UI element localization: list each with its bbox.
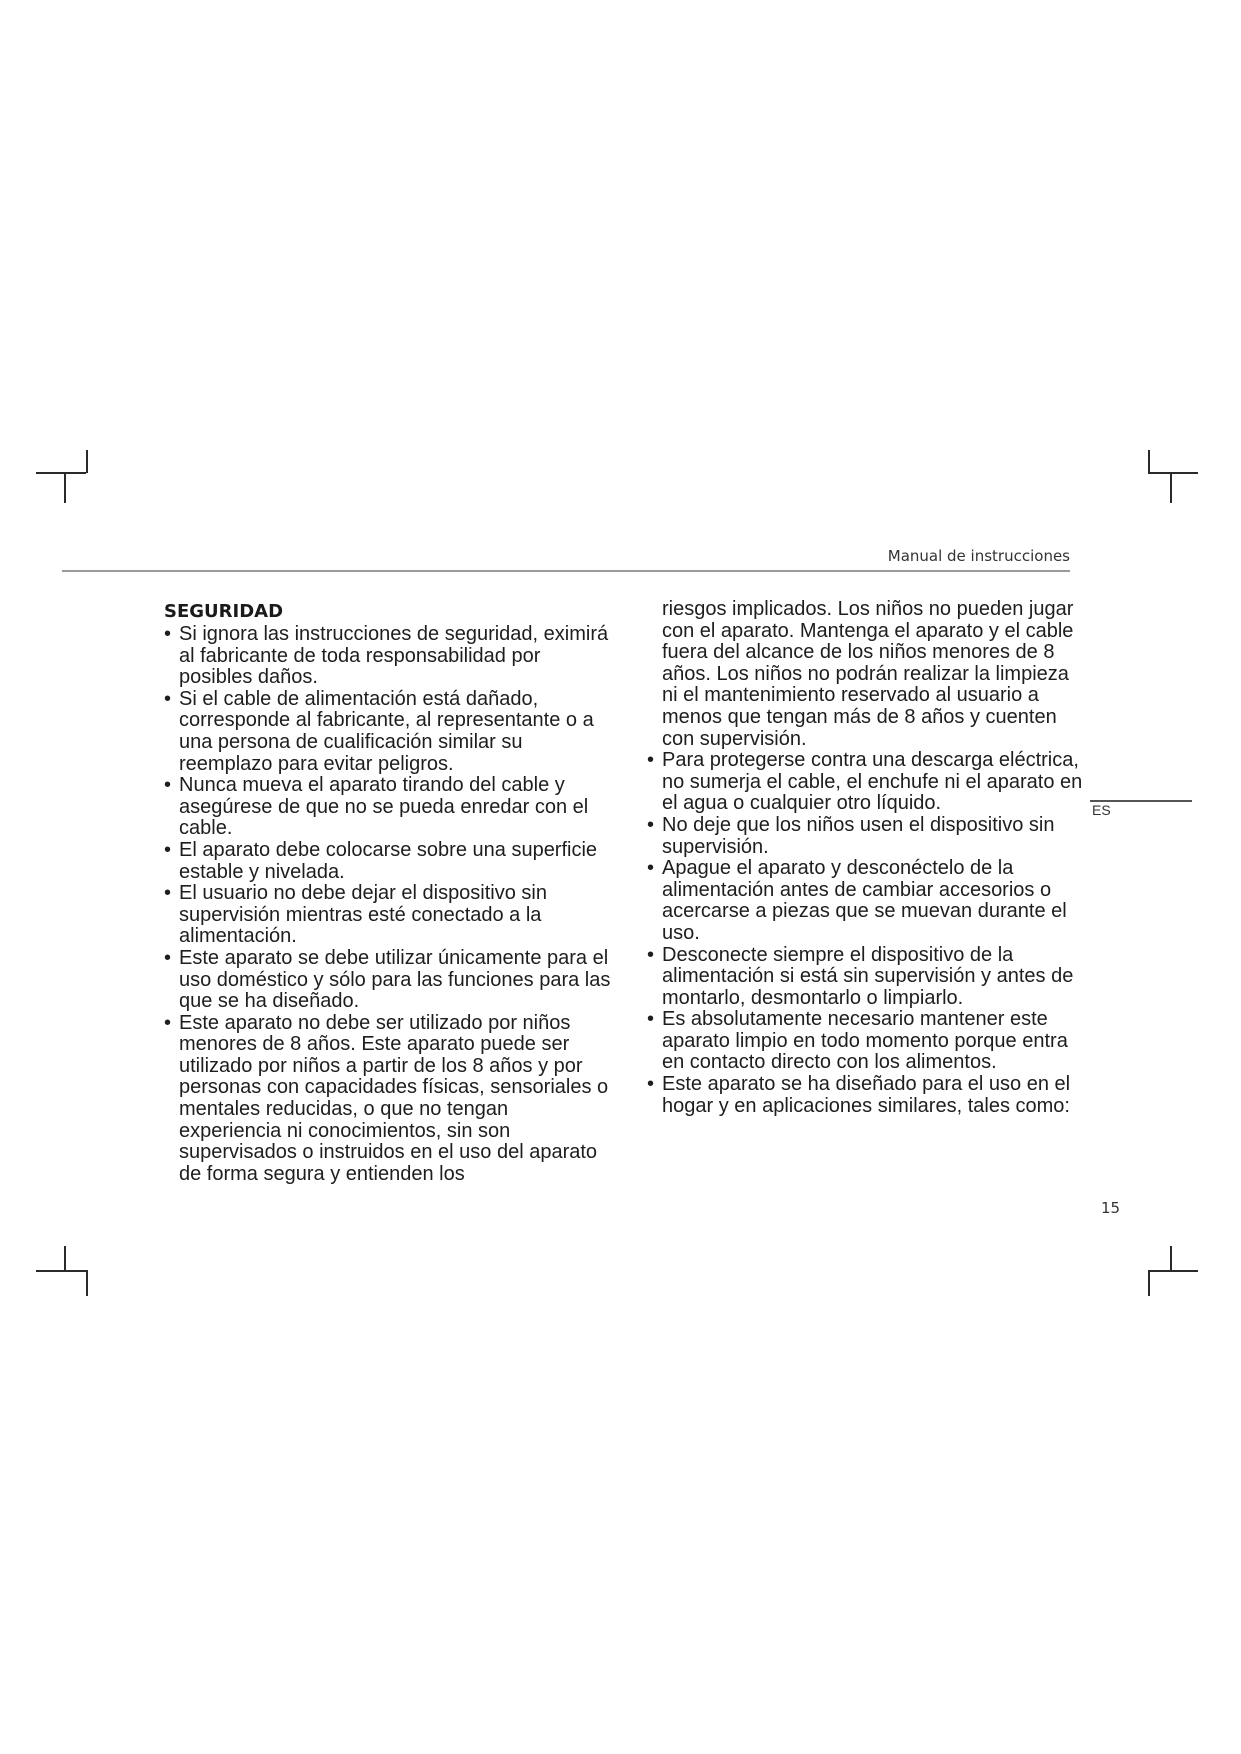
list-item: • Para protegerse contra una descarga eléctrica, no sumerja el cable, el enchufe ni el aparato en el agua o cualquier otro líquido. xyxy=(647,750,1087,815)
language-tag: ES xyxy=(1092,802,1111,818)
section-title: SEGURIDAD xyxy=(164,601,284,622)
list-item: • Desconecte siempre el dispositivo de la alimentación si está sin supervisión y antes de montarlo, desmontarlo o limpiarlo. xyxy=(647,945,1087,1010)
list-item: • Este aparato se debe utilizar únicamente para el uso doméstico y sólo para las funciones para las que se ha diseñado. xyxy=(164,948,614,1013)
left-column xyxy=(164,601,614,1185)
safety-list-right xyxy=(647,750,1087,1117)
safety-list-left xyxy=(164,624,614,1185)
list-item: • Si ignora las instrucciones de seguridad, eximirá al fabricante de toda responsabilidad por posibles daños. xyxy=(164,624,614,689)
list-item: • No deje que los niños usen el dispositivo sin supervisión. xyxy=(647,815,1087,858)
list-item: • El usuario no debe dejar el dispositivo sin supervisión mientras esté conectado a la alimentación. xyxy=(164,883,614,948)
page-number: 15 xyxy=(1101,1199,1121,1217)
right-column xyxy=(647,599,1087,1117)
list-item: • Nunca mueva el aparato tirando del cable y asegúrese de que no se pueda enredar con el cable. xyxy=(164,775,614,840)
list-item: • Si el cable de alimentación está dañado, corresponde al fabricante, al representante o a una persona de cualificación similar su reemplazo para evitar peligros. xyxy=(164,689,614,775)
list-item: • Este aparato no debe ser utilizado por niños menores de 8 años. Este aparato puede ser utilizado por niños a partir de los 8 años y por personas con capacidades físicas, sensoriales o mentales reducidas, o que no tengan experiencia ni conocimientos, sin son supervisados o instruidos en el uso del aparato de forma segura y entienden los xyxy=(164,1013,614,1186)
list-item: • Este aparato se ha diseñado para el uso en el hogar y en aplicaciones similares, tales como: xyxy=(647,1074,1087,1117)
list-item: • Apague el aparato y desconéctelo de la alimentación antes de cambiar accesorios o acercarse a piezas que se muevan durante el uso. xyxy=(647,858,1087,944)
list-item: • Es absolutamente necesario mantener este aparato limpio en todo momento porque entra en contacto directo con los alimentos. xyxy=(647,1009,1087,1074)
continued-paragraph: riesgos implicados. Los niños no pueden jugar con el aparato. Mantenga el aparato y el cable fuera del alcance de los niños menores de 8 años. Los niños no podrán realizar la limpieza ni el mantenimiento reservado al usuario a menos que tengan más de 8 años y cuenten con supervisión. xyxy=(662,598,1074,750)
header-rule xyxy=(62,570,1070,572)
running-header-title: Manual de instrucciones xyxy=(887,547,1070,565)
list-item: • El aparato debe colocarse sobre una superficie estable y nivelada. xyxy=(164,840,614,883)
